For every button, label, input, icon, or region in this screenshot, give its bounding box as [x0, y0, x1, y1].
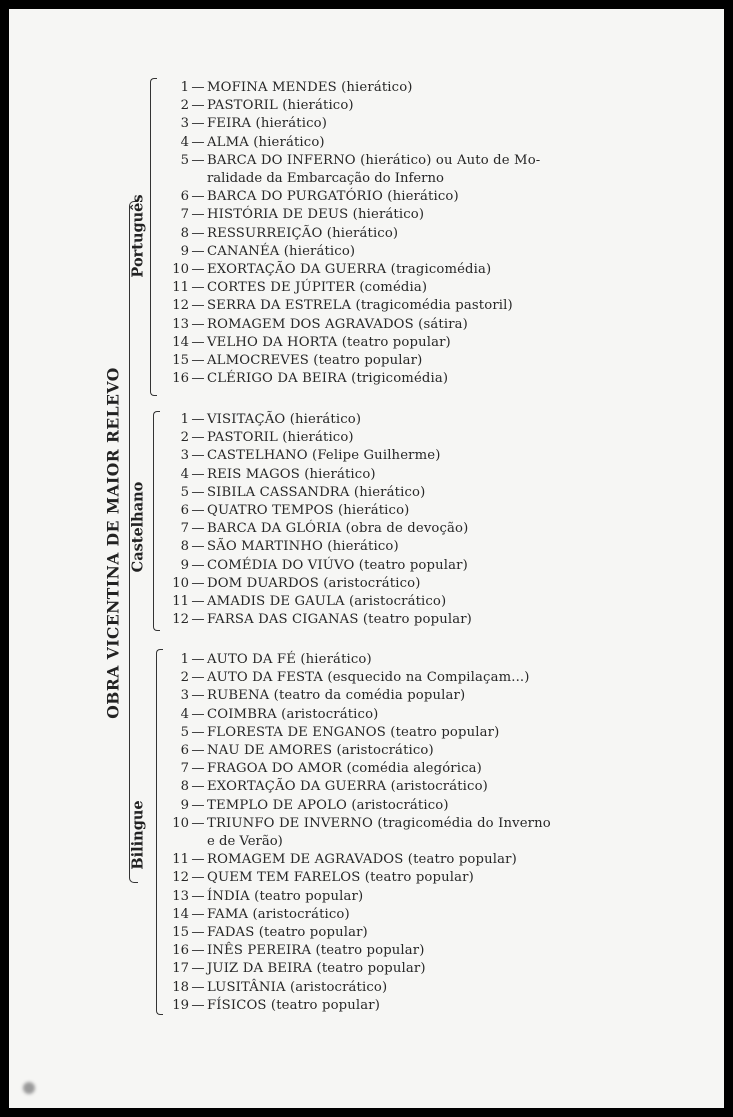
- item-number: 1: [180, 80, 189, 95]
- item-title: PASTORIL (hierático): [207, 430, 354, 446]
- item-dash: —: [191, 779, 205, 795]
- list-portugues: [169, 79, 540, 388]
- item-title: ALMOCREVES (teatro popular): [207, 353, 423, 369]
- item-title: ÍNDIA (teatro popular): [207, 888, 364, 904]
- list-item: [169, 924, 551, 942]
- item-dash: —: [191, 334, 205, 350]
- item-dash: —: [191, 925, 205, 941]
- list-item: [169, 778, 551, 796]
- item-dash: —: [191, 134, 205, 150]
- list-item: [169, 724, 551, 742]
- item-dash: —: [191, 688, 205, 704]
- item-title: FEIRA (hierático): [207, 116, 327, 132]
- list-item: [169, 651, 551, 669]
- list-item: [169, 742, 551, 760]
- item-dash: —: [191, 503, 205, 519]
- brace-portugues: [150, 78, 157, 396]
- list-item: [169, 942, 551, 960]
- list-item: [169, 760, 551, 778]
- list-item: [169, 706, 551, 724]
- item-number: 13: [172, 888, 189, 904]
- item-number: 6: [180, 743, 189, 759]
- list-item: [169, 411, 472, 429]
- item-dash: —: [191, 225, 205, 241]
- item-number: 9: [180, 557, 189, 573]
- item-dash: —: [191, 870, 205, 886]
- list-item: [169, 152, 540, 170]
- item-number: 10: [172, 575, 189, 591]
- list-item: [169, 575, 472, 593]
- list-item: [169, 225, 540, 243]
- item-title: COIMBRA (aristocrático): [207, 706, 379, 722]
- item-title: AUTO DA FÉ (hierático): [207, 652, 372, 667]
- list-item: [169, 906, 551, 924]
- item-title: FÍSICOS (teatro popular): [207, 997, 381, 1013]
- item-number: 8: [180, 539, 189, 555]
- group-label-portugues: Português: [129, 194, 147, 278]
- item-title: PASTORIL (hierático): [207, 98, 354, 114]
- item-title: DOM DUARDOS (aristocrático): [207, 575, 421, 591]
- item-dash: —: [191, 189, 205, 205]
- item-dash: —: [191, 430, 205, 446]
- item-dash: —: [191, 298, 205, 314]
- list-item: [169, 79, 540, 97]
- item-dash: —: [191, 207, 205, 223]
- item-title: VISITAÇÃO (hierático): [207, 412, 362, 427]
- item-dash: —: [191, 152, 205, 168]
- item-title: FRAGOA DO AMOR (comédia alegórica): [207, 761, 482, 777]
- item-dash: —: [191, 761, 205, 777]
- item-dash: —: [191, 906, 205, 922]
- item-dash: —: [191, 612, 205, 628]
- list-item: [169, 520, 472, 538]
- item-number: 3: [180, 688, 189, 704]
- item-dash: —: [191, 743, 205, 759]
- item-dash: —: [191, 652, 205, 667]
- item-title: CLÉRIGO DA BEIRA (trigicomédia): [207, 371, 449, 387]
- item-number: 6: [180, 503, 189, 519]
- item-title: INÊS PEREIRA (teatro popular): [207, 943, 425, 959]
- item-title: RESSURREIÇÃO (hierático): [207, 225, 399, 241]
- item-number: 4: [180, 134, 189, 150]
- item-number: 15: [172, 353, 189, 369]
- list-item: [169, 115, 540, 133]
- item-dash: —: [191, 815, 205, 831]
- item-title: AMADIS DE GAULA (aristocrático): [207, 594, 447, 610]
- item-number: 12: [172, 612, 189, 628]
- item-title: QUATRO TEMPOS (hierático): [207, 503, 410, 519]
- item-number: 8: [180, 225, 189, 241]
- item-number: 3: [180, 448, 189, 464]
- item-number: 1: [180, 412, 189, 427]
- item-dash: —: [191, 448, 205, 464]
- document-page: [9, 9, 724, 1108]
- list-item: [169, 261, 540, 279]
- item-number: 19: [172, 997, 189, 1013]
- item-title: CASTELHANO (Felipe Guilherme): [207, 448, 441, 464]
- item-dash: —: [191, 943, 205, 959]
- item-number: 10: [172, 815, 189, 831]
- item-title: SERRA DA ESTRELA (tragicomédia pastoril): [207, 298, 513, 314]
- item-title: CANANÉA (hierático): [207, 243, 356, 259]
- item-title: BARCA DO INFERNO (hierático) ou Auto de Mo-: [207, 152, 541, 168]
- list-item: [169, 370, 540, 388]
- document-title: OBRA VICENTINA DE MAIOR RELEVO: [103, 367, 123, 719]
- list-item: [169, 611, 472, 629]
- item-dash: —: [191, 852, 205, 868]
- list-item: [169, 593, 472, 611]
- item-number: 16: [172, 943, 189, 959]
- item-title: COMÉDIA DO VIÚVO (teatro popular): [207, 557, 468, 573]
- list-item: [169, 429, 472, 447]
- item-dash: —: [191, 116, 205, 132]
- item-number: 15: [172, 925, 189, 941]
- brace-castelhano: [153, 411, 160, 631]
- item-title: MOFINA MENDES (hierático): [207, 80, 413, 95]
- item-number: 9: [180, 243, 189, 259]
- list-item: [169, 297, 540, 315]
- list-item: [169, 466, 472, 484]
- item-number: 5: [180, 484, 189, 500]
- item-dash: —: [191, 243, 205, 259]
- item-title: AUTO DA FESTA (esquecido na Compilaçam...): [207, 670, 530, 686]
- item-number: 9: [180, 797, 189, 813]
- item-dash: —: [191, 98, 205, 114]
- item-title-continuation: e de Verão): [207, 834, 283, 850]
- list-item: [169, 888, 551, 906]
- list-item: [169, 869, 551, 887]
- item-title: RUBENA (teatro da comédia popular): [207, 688, 466, 704]
- item-title: FADAS (teatro popular): [207, 925, 368, 941]
- item-number: 5: [180, 724, 189, 740]
- item-title: HISTÓRIA DE DEUS (hierático): [207, 207, 425, 223]
- list-item: [169, 243, 540, 261]
- item-dash: —: [191, 670, 205, 686]
- list-item: [169, 279, 540, 297]
- item-dash: —: [191, 353, 205, 369]
- item-title-continuation: ralidade da Embarcação do Inferno: [207, 171, 444, 187]
- item-number: 10: [172, 262, 189, 278]
- item-dash: —: [191, 997, 205, 1013]
- item-number: 1: [180, 652, 189, 667]
- item-title: REIS MAGOS (hierático): [207, 466, 376, 482]
- item-number: 2: [180, 98, 189, 114]
- item-dash: —: [191, 961, 205, 977]
- list-item: [169, 352, 540, 370]
- item-dash: —: [191, 539, 205, 555]
- item-dash: —: [191, 797, 205, 813]
- item-title: TRIUNFO DE INVERNO (tragicomédia do Inverno: [207, 815, 551, 831]
- group-label-bilingue: Bilingue: [129, 800, 147, 870]
- item-dash: —: [191, 888, 205, 904]
- item-number: 7: [180, 761, 189, 777]
- item-title: FLORESTA DE ENGANOS (teatro popular): [207, 724, 500, 740]
- item-number: 4: [180, 706, 189, 722]
- list-item: [169, 669, 551, 687]
- item-dash: —: [191, 280, 205, 296]
- list-item: [169, 557, 472, 575]
- item-title: NAU DE AMORES (aristocrático): [207, 743, 434, 759]
- item-title: FAMA (aristocrático): [207, 906, 350, 922]
- item-title: EXORTAÇÃO DA GUERRA (aristocrático): [207, 779, 488, 795]
- item-title: FARSA DAS CIGANAS (teatro popular): [207, 612, 472, 628]
- item-title: EXORTAÇÃO DA GUERRA (tragicomédia): [207, 262, 492, 278]
- item-title: SÃO MARTINHO (hierático): [207, 539, 399, 555]
- item-number: 18: [172, 979, 189, 995]
- item-number: 2: [180, 670, 189, 686]
- item-dash: —: [191, 316, 205, 332]
- item-dash: —: [191, 466, 205, 482]
- item-title: BARCA DO PURGATÓRIO (hierático): [207, 189, 459, 205]
- item-number: 16: [172, 371, 189, 387]
- list-item: [169, 851, 551, 869]
- item-number: 11: [172, 852, 189, 868]
- item-dash: —: [191, 979, 205, 995]
- item-number: 8: [180, 779, 189, 795]
- item-dash: —: [191, 575, 205, 591]
- list-item: [169, 484, 472, 502]
- item-number: 12: [172, 298, 189, 314]
- item-dash: —: [191, 521, 205, 537]
- item-dash: —: [191, 594, 205, 610]
- item-number: 7: [180, 207, 189, 223]
- list-item: [169, 997, 551, 1015]
- list-item: [169, 815, 551, 833]
- list-item: [169, 206, 540, 224]
- item-title: ALMA (hierático): [207, 134, 325, 150]
- item-number: 6: [180, 189, 189, 205]
- item-number: 13: [172, 316, 189, 332]
- list-castelhano: [169, 411, 472, 629]
- item-dash: —: [191, 412, 205, 427]
- item-number: 14: [172, 906, 189, 922]
- item-number: 5: [180, 152, 189, 168]
- item-number: 11: [172, 280, 189, 296]
- list-item: [169, 960, 551, 978]
- list-item: [169, 979, 551, 997]
- item-dash: —: [191, 80, 205, 95]
- item-number: 7: [180, 521, 189, 537]
- scan-smudge: [23, 1082, 35, 1094]
- group-label-castelhano: Castelhano: [129, 481, 147, 573]
- item-title: SIBILA CASSANDRA (hierático): [207, 484, 426, 500]
- list-item: [169, 502, 472, 520]
- list-bilingue: [169, 651, 551, 1015]
- list-item: [169, 334, 540, 352]
- list-item: [169, 797, 551, 815]
- list-item: [169, 134, 540, 152]
- item-title: CORTES DE JÚPITER (comédia): [207, 280, 428, 296]
- list-item: [169, 447, 472, 465]
- item-title: QUEM TEM FARELOS (teatro popular): [207, 870, 474, 886]
- brace-bilingue: [156, 649, 163, 1015]
- list-item: [169, 687, 551, 705]
- item-dash: —: [191, 706, 205, 722]
- list-item: [169, 188, 540, 206]
- item-title: ROMAGEM DOS AGRAVADOS (sátira): [207, 316, 468, 332]
- item-title: BARCA DA GLÓRIA (obra de devoção): [207, 521, 469, 537]
- list-item: [169, 538, 472, 556]
- list-item: [169, 316, 540, 334]
- item-title: VELHO DA HORTA (teatro popular): [207, 334, 451, 350]
- item-number: 12: [172, 870, 189, 886]
- item-number: 3: [180, 116, 189, 132]
- item-dash: —: [191, 724, 205, 740]
- item-number: 11: [172, 594, 189, 610]
- item-number: 2: [180, 430, 189, 446]
- item-number: 4: [180, 466, 189, 482]
- list-item: [169, 97, 540, 115]
- item-title: ROMAGEM DE AGRAVADOS (teatro popular): [207, 852, 517, 868]
- item-title: LUSITÂNIA (aristocrático): [207, 979, 388, 995]
- item-title: JUIZ DA BEIRA (teatro popular): [207, 961, 426, 977]
- item-dash: —: [191, 484, 205, 500]
- item-dash: —: [191, 262, 205, 278]
- item-title: TEMPLO DE APOLO (aristocrático): [207, 797, 449, 813]
- item-dash: —: [191, 557, 205, 573]
- item-dash: —: [191, 371, 205, 387]
- item-number: 14: [172, 334, 189, 350]
- item-number: 17: [172, 961, 189, 977]
